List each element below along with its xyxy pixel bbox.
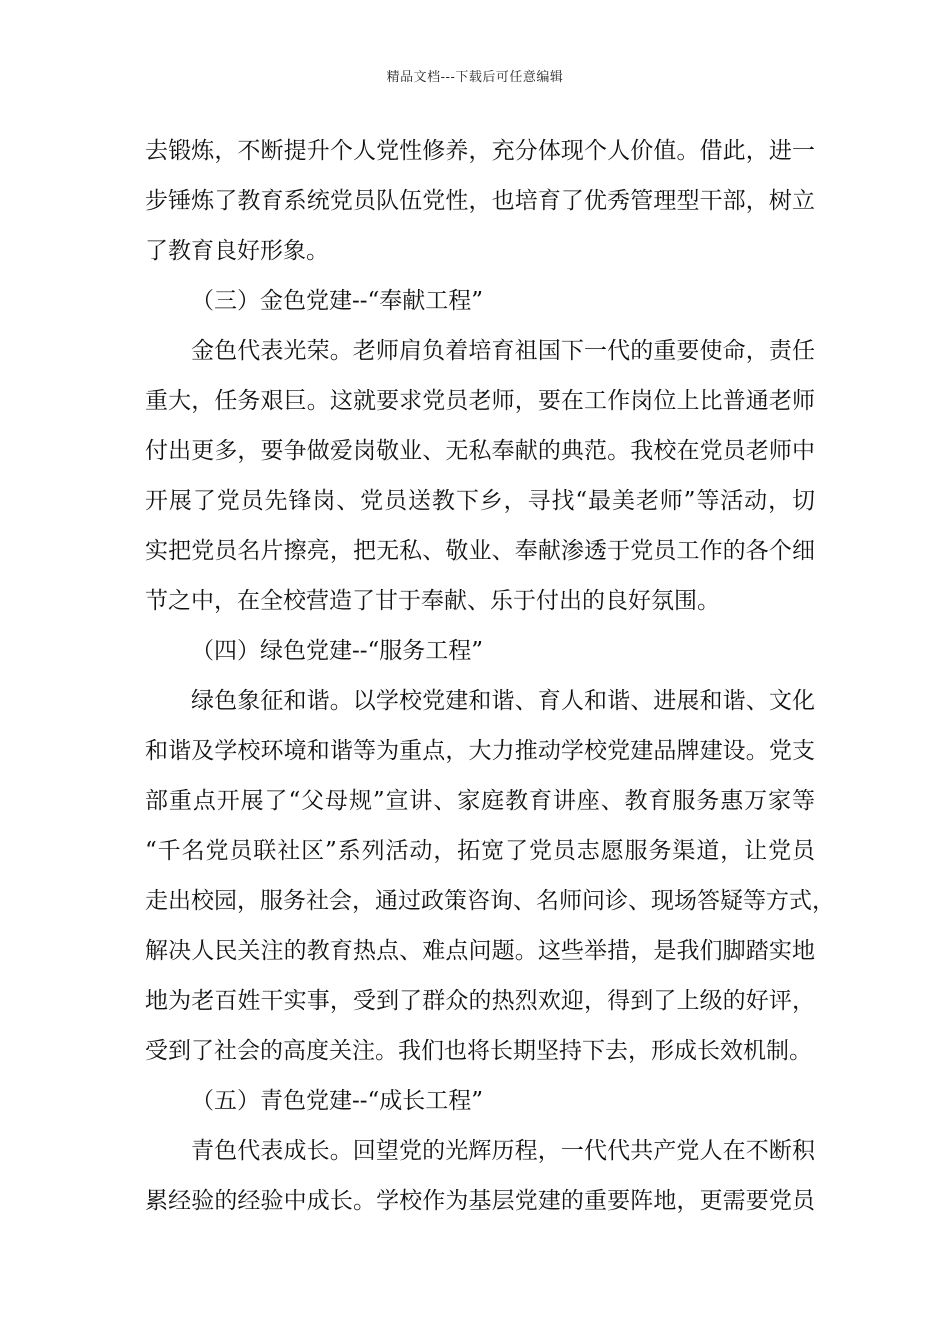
body-text-line: 部重点开展了“父母规”宣讲、家庭教育讲座、教育服务惠万家等 bbox=[145, 788, 815, 814]
body-text-line: 和谐及学校环境和谐等为重点，大力推动学校党建品牌建设。党支 bbox=[145, 738, 815, 764]
body-text-line: 地为老百姓干实事，受到了群众的热烈欢迎，得到了上级的好评， bbox=[145, 988, 815, 1014]
body-text-line: 受到了社会的高度关注。我们也将长期坚持下去，形成长效机制。 bbox=[145, 1038, 812, 1064]
body-text-line: 金色代表光荣。老师肩负着培育祖国下一代的重要使命，责任 bbox=[191, 338, 815, 364]
body-text-line: 去锻炼，不断提升个人党性修养，充分体现个人价值。借此，进一 bbox=[145, 138, 815, 164]
body-text-line: 节之中，在全校营造了甘于奉献、乐于付出的良好氛围。 bbox=[145, 588, 720, 614]
body-text-line: 重大，任务艰巨。这就要求党员老师，要在工作岗位上比普通老师 bbox=[145, 388, 815, 414]
body-text-line: 开展了党员先锋岗、党员送教下乡，寻找“最美老师”等活动，切 bbox=[145, 488, 815, 514]
body-text-line: 累经验的经验中成长。学校作为基层党建的重要阵地，更需要党员 bbox=[145, 1188, 815, 1214]
section-heading: （四）绿色党建--“服务工程” bbox=[191, 638, 484, 664]
document-body bbox=[145, 126, 835, 1226]
body-text-line: 走出校园，服务社会，通过政策咨询、名师问诊、现场答疑等方式， bbox=[145, 888, 835, 914]
body-text-line: 绿色象征和谐。以学校党建和谐、育人和谐、进展和谐、文化 bbox=[191, 688, 815, 714]
page-header: 精品文档---下载后可任意编辑 bbox=[386, 70, 564, 85]
body-text-line: 了教育良好形象。 bbox=[145, 238, 329, 264]
body-text-line: 青色代表成长。回望党的光辉历程，一代代共产党人在不断积 bbox=[191, 1138, 815, 1164]
body-text-line: 实把党员名片擦亮，把无私、敬业、奉献渗透于党员工作的各个细 bbox=[145, 538, 815, 564]
body-text-line: 步锤炼了教育系统党员队伍党性，也培育了优秀管理型干部，树立 bbox=[145, 188, 815, 214]
section-heading: （五）青色党建--“成长工程” bbox=[191, 1088, 484, 1114]
body-text-line: 付出更多，要争做爱岗敬业、无私奉献的典范。我校在党员老师中 bbox=[145, 438, 815, 464]
body-text-line: “千名党员联社区”系列活动，拓宽了党员志愿服务渠道，让党员 bbox=[145, 838, 815, 864]
body-text-line: 解决人民关注的教育热点、难点问题。这些举措，是我们脚踏实地 bbox=[145, 938, 815, 964]
section-heading: （三）金色党建--“奉献工程” bbox=[191, 288, 484, 314]
